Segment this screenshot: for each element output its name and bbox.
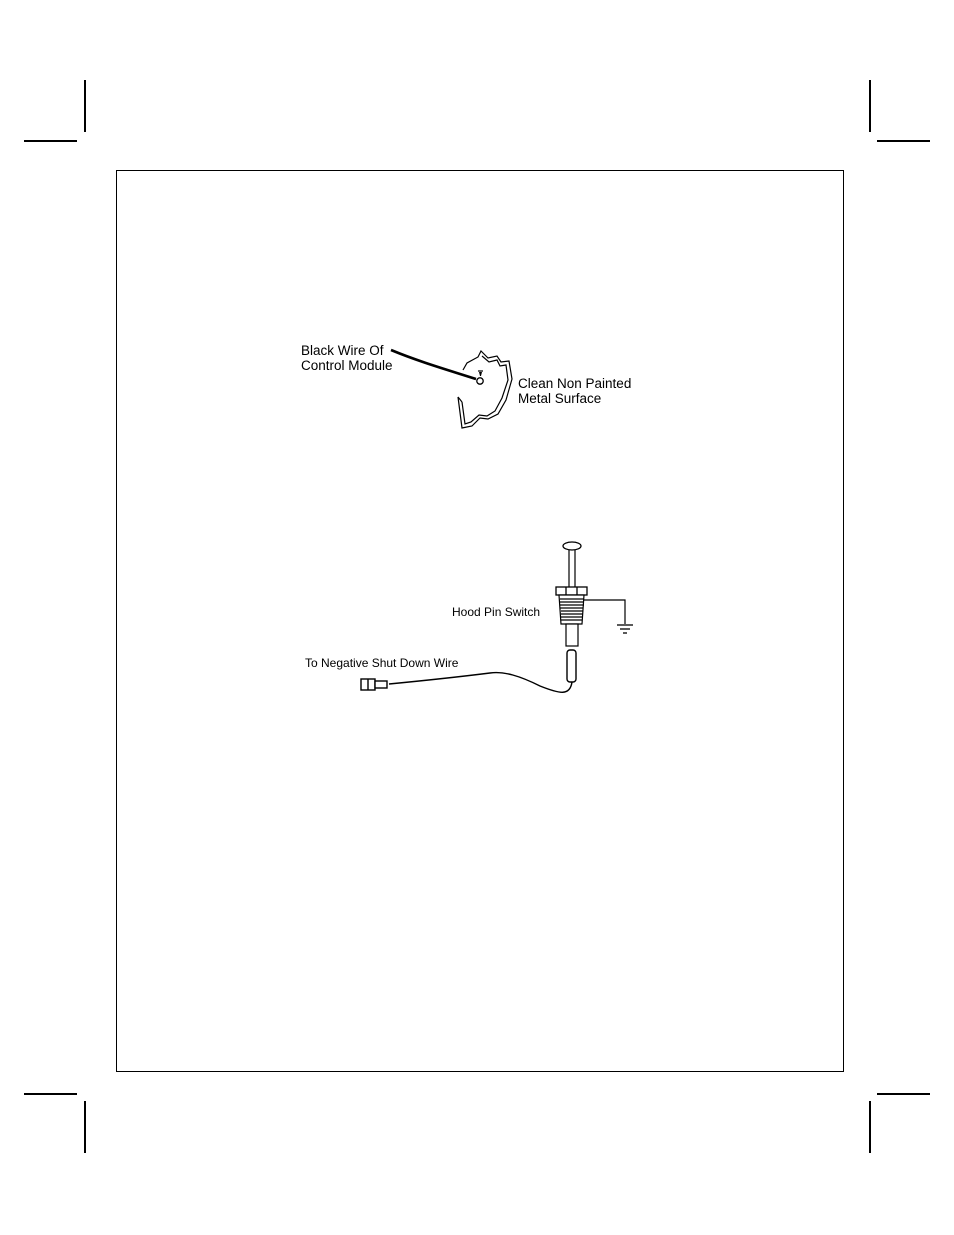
metal-surface-icon <box>458 351 512 428</box>
lower-shaft-icon <box>566 624 578 646</box>
black-wire-label-line2: Control Module <box>301 358 393 374</box>
black-wire-label <box>301 343 393 373</box>
hex-nut-icon <box>556 587 587 595</box>
screw-icon <box>478 371 483 376</box>
hood-pin-switch-label: Hood Pin Switch <box>452 605 541 619</box>
plunger-cap-icon <box>563 542 581 550</box>
ground-lead-wire <box>584 600 625 624</box>
black-wire-label-line1: Black Wire Of <box>301 343 384 358</box>
spade-connector-icon <box>567 650 576 682</box>
wire-end-connector-icon <box>361 679 387 690</box>
shut-down-wire <box>389 673 572 693</box>
ground-diagram <box>391 350 512 428</box>
black-ground-wire <box>391 350 476 379</box>
metal-surface-label-line1: Clean Non Painted <box>518 376 632 391</box>
metal-surface-label <box>518 376 631 406</box>
shut-down-wire-label: To Negative Shut Down Wire <box>305 656 459 670</box>
metal-surface-label-line2: Metal Surface <box>518 391 602 407</box>
threaded-body-icon <box>559 595 584 624</box>
ring-terminal-icon <box>477 378 483 384</box>
plunger-rod-icon <box>569 550 575 587</box>
ground-symbol-icon <box>617 625 633 633</box>
